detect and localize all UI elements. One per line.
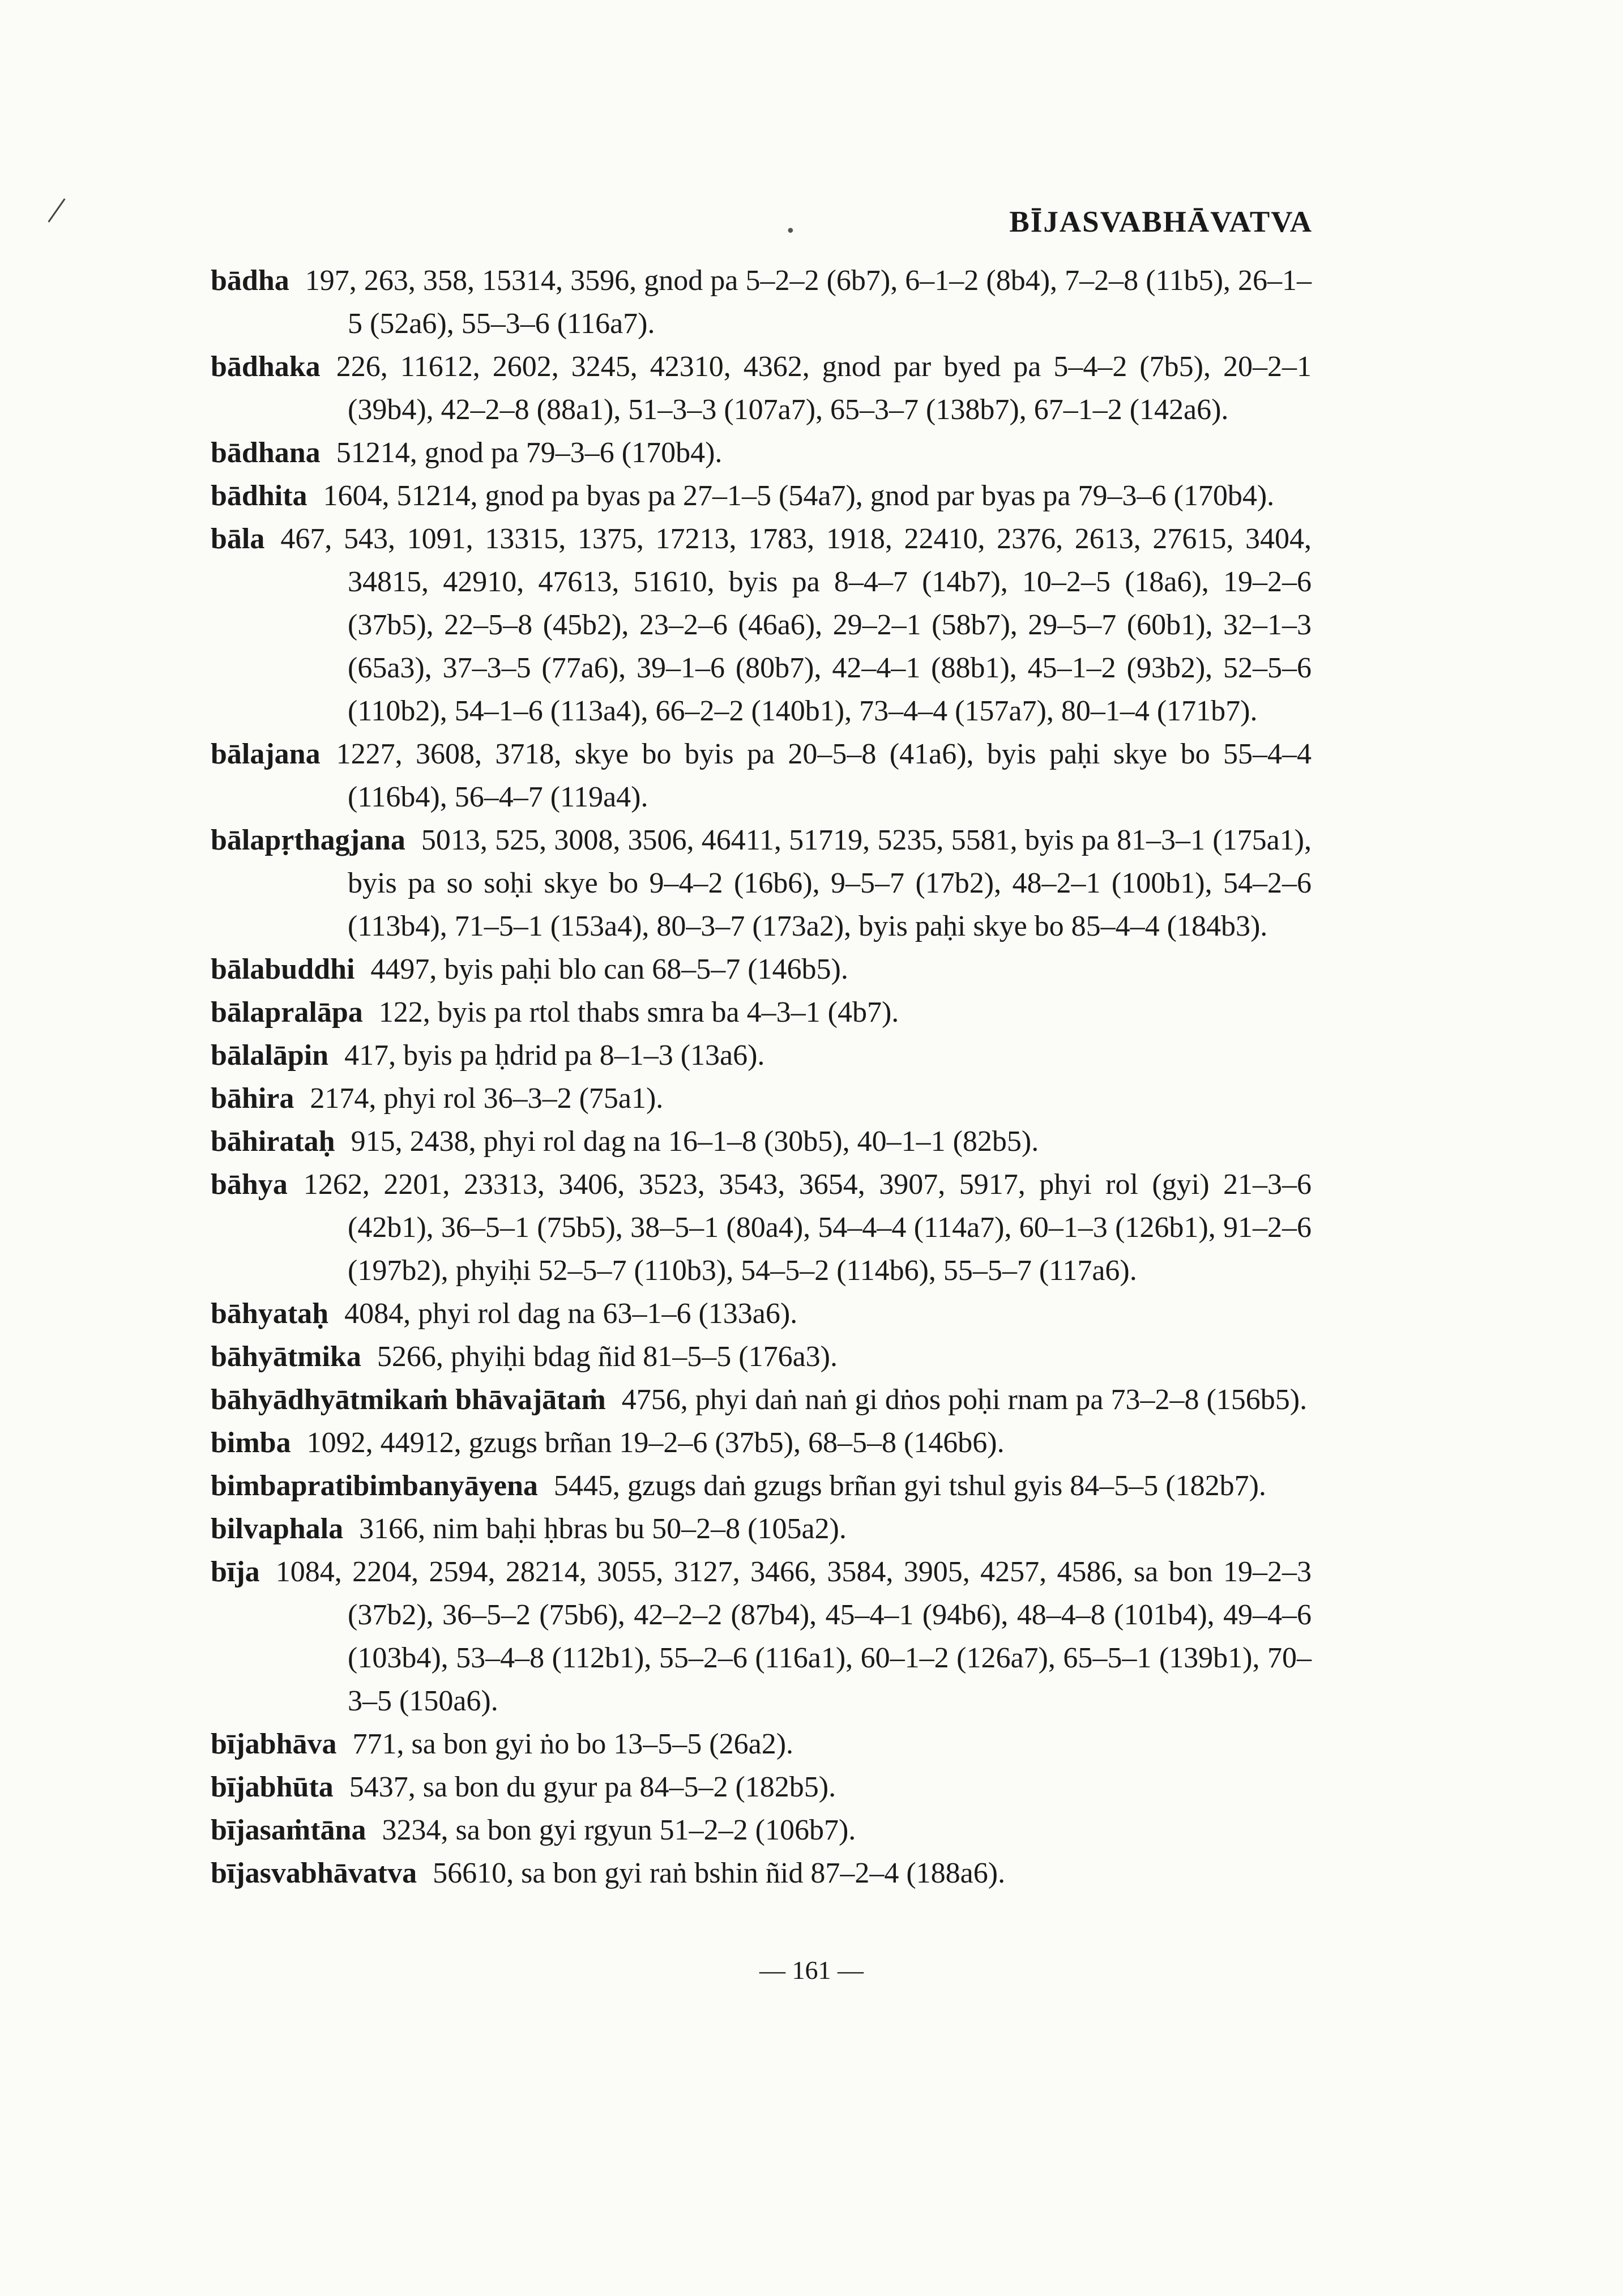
entry [211,819,1312,948]
entry-body: 2174, phyi rol 36–3–2 (75a1). [310,1082,664,1115]
headword: bāhyādhyātmikaṁ bhāvajātaṁ [211,1384,606,1416]
entry [211,1077,1312,1120]
headword: bādhaka [211,351,321,383]
headword: bālapralāpa [211,996,363,1028]
headword: bālabuddhi [211,953,355,985]
headword: bāhira [211,1082,294,1115]
entry-body: 122, byis pa rtol thabs smra ba 4–3–1 (4b7). [378,996,899,1028]
entry [211,1163,1312,1292]
entry-body: 5013, 525, 3008, 3506, 46411, 51719, 5235, 5581, byis pa 81–3–1 (175a1), byis pa so soḥi skye bo 9–4–2 (16b6), 9–5–7 (17b2), 48–2–1 (100b1), 54–2–6 (113b4), 71–5–1 (153a4), 80–3–7 (173a2), byis paḥi skye bo 85–4–4 (184b3). [348,824,1312,942]
entry [211,1120,1312,1163]
page-number: — 161 — [759,1956,864,1985]
entry [211,259,1312,345]
entry [211,1465,1312,1508]
headword: bālapṛthagjana [211,824,405,856]
running-header: BĪJASVABHĀVATVA [1009,206,1313,238]
headword: bāhyataḥ [211,1298,329,1330]
entry-body: 4497, byis paḥi blo can 68–5–7 (146b5). [370,953,848,985]
entry [211,1766,1312,1809]
entry [211,432,1312,475]
entry-body: 226, 11612, 2602, 3245, 42310, 4362, gnod par byed pa 5–4–2 (7b5), 20–2–1 (39b4), 42–2–8 (88a1), 51–3–3 (107a7), 65–3–7 (138b7), 67–1–2 (142a6). [336,351,1312,426]
entry [211,1723,1312,1766]
headword: bilvaphala [211,1513,344,1545]
entry-body: 51214, gnod pa 79–3–6 (170b4). [336,437,723,469]
entry [211,475,1312,518]
entry [211,733,1312,819]
headword: bimbapratibimbanyāyena [211,1470,538,1502]
entry-body: 1604, 51214, gnod pa byas pa 27–1–5 (54a7), gnod par byas pa 79–3–6 (170b4). [323,480,1275,512]
headword: bāhirataḥ [211,1125,335,1158]
entry-body: 3166, nim baḥi ḥbras bu 50–2–8 (105a2). [359,1513,847,1545]
entry [211,1379,1312,1422]
entry-body: 1092, 44912, gzugs brñan 19–2–6 (37b5), 68–5–8 (146b6). [306,1427,1005,1459]
headword: bījabhūta [211,1771,334,1803]
entry [211,1508,1312,1551]
entry-body: 197, 263, 358, 15314, 3596, gnod pa 5–2–2 (6b7), 6–1–2 (8b4), 7–2–8 (11b5), 26–1–5 (52a6), 55–3–6 (116a7). [305,264,1312,340]
headword: bādhana [211,437,321,469]
stray-dot: • [785,221,796,241]
headword: bādhita [211,480,307,512]
entry-body: 3234, sa bon gyi rgyun 51–2–2 (106b7). [382,1814,856,1846]
headword: bīja [211,1556,260,1588]
entry [211,1292,1312,1335]
entry [211,948,1312,991]
entry-body: 1262, 2201, 23313, 3406, 3523, 3543, 3654, 3907, 5917, phyi rol (gyi) 21–3–6 (42b1), 36–5–1 (75b5), 38–5–1 (80a4), 54–4–4 (114a7), 60–1–3 (126b1), 91–2–6 (197b2), phyiḥi 52–5–7 (110b3), 54–5–2 (114b6), 55–5–7 (117a6). [303,1168,1312,1287]
entry-body: 417, byis pa ḥdrid pa 8–1–3 (13a6). [344,1039,765,1072]
entry-body: 5266, phyiḥi bdag ñid 81–5–5 (176a3). [377,1341,838,1373]
headword: bījasaṁtāna [211,1814,366,1846]
entry [211,1034,1312,1077]
entry-body: 4084, phyi rol dag na 63–1–6 (133a6). [344,1298,798,1330]
entry-body: 915, 2438, phyi rol dag na 16–1–8 (30b5), 40–1–1 (82b5). [351,1125,1039,1158]
headword: bījabhāva [211,1728,337,1760]
entry [211,1422,1312,1465]
entry [211,991,1312,1034]
entry [211,1551,1312,1723]
headword: bālajana [211,738,321,770]
headword: bījasvabhāvatva [211,1857,417,1889]
entry-body: 467, 543, 1091, 13315, 1375, 17213, 1783, 1918, 22410, 2376, 2613, 27615, 3404, 34815, 42910, 47613, 51610, byis pa 8–4–7 (14b7), 10–2–5 (18a6), 19–2–6 (37b5), 22–5–8 (45b2), 23–2–6 (46a6), 29–2–1 (58b7), 29–5–7 (60b1), 32–1–3 (65a3), 37–3–5 (77a6), 39–1–6 (80b7), 42–4–1 (88b1), 45–1–2 (93b2), 52–5–6 (110b2), 54–1–6 (113a4), 66–2–2 (140b1), 73–4–4 (157a7), 80–1–4 (171b7). [280,523,1312,727]
dictionary-entries [211,259,1312,1895]
entry-body: 56610, sa bon gyi raṅ bshin ñid 87–2–4 (188a6). [433,1857,1006,1889]
headword: bimba [211,1427,291,1459]
margin-pen-mark [48,198,65,223]
headword: bāla [211,523,265,555]
headword: bāhya [211,1168,288,1201]
entry [211,518,1312,733]
entry [211,1335,1312,1379]
entry-body: 1084, 2204, 2594, 28214, 3055, 3127, 3466, 3584, 3905, 4257, 4586, sa bon 19–2–3 (37b2), 36–5–2 (75b6), 42–2–2 (87b4), 45–4–1 (94b6), 48–4–8 (101b4), 49–4–6 (103b4), 53–4–8 (112b1), 55–2–6 (116a1), 60–1–2 (126a7), 65–5–1 (139b1), 70–3–5 (150a6). [275,1556,1312,1717]
entry [211,345,1312,432]
entry-body: 5445, gzugs daṅ gzugs brñan gyi tshul gyis 84–5–5 (182b7). [553,1470,1266,1502]
headword: bālalāpin [211,1039,329,1072]
entry-body: 4756, phyi daṅ naṅ gi dṅos poḥi rnam pa 73–2–8 (156b5). [621,1384,1308,1416]
entry-body: 1227, 3608, 3718, skye bo byis pa 20–5–8 (41a6), byis paḥi skye bo 55–4–4 (116b4), 56–4–7 (119a4). [336,738,1312,813]
entry-body: 5437, sa bon du gyur pa 84–5–2 (182b5). [349,1771,836,1803]
headword: bādha [211,264,289,297]
entry-body: 771, sa bon gyi ṅo bo 13–5–5 (26a2). [352,1728,794,1760]
entry [211,1809,1312,1852]
entry [211,1852,1312,1895]
headword: bāhyātmika [211,1341,361,1373]
